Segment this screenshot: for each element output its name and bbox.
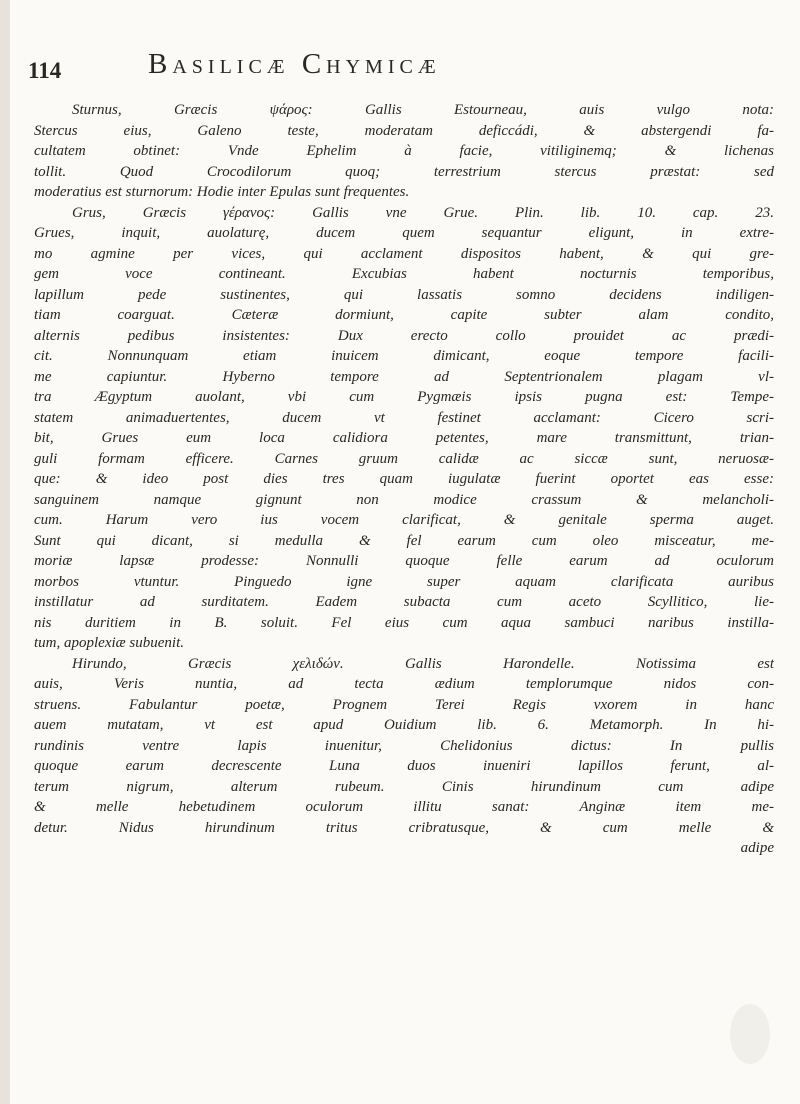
page-edge-shadow: [0, 0, 10, 1104]
text-line: Hirundo, Græcis χελιδών. Gallis Harondelle. Notissima est: [72, 655, 774, 672]
text-line: alternis pedibus insistentes: Dux erecto collo prouidet ac prædi-: [34, 327, 774, 344]
text-line: instillatur ad surditatem. Eadem subacta cum aceto Scyllitico, lie-: [34, 594, 774, 610]
text-line: cultatem obtinet: Vnde Ephelim à facie, vitiliginemq; & lichenas: [34, 143, 774, 159]
catchword: adipe: [740, 840, 774, 856]
text-line: & melle hebetudinem oculorum illitu sanat: Anginæ item me-: [34, 799, 774, 815]
text-line: morbos vtuntur. Pinguedo igne super aquam clarificata auribus: [34, 573, 774, 590]
text-line: Grus, Græcis γέρανος: Gallis vne Grue. Plin. lib. 10. cap. 23.: [72, 204, 774, 221]
body-text: [34, 100, 774, 859]
text-line: auis, Veris nuntia, ad tecta ædium templorumque nidos con-: [34, 676, 774, 692]
text-line: guli formam efficere. Carnes gruum calidæ ac siccæ sunt, neruosæ-: [34, 450, 774, 467]
text-line: detur. Nidus hirundinum tritus cribratusque, & cum melle &: [34, 819, 774, 836]
text-line: tiam coarguat. Cæteræ dormiunt, capite subter alam condito,: [34, 307, 774, 323]
text-line: Sturnus, Græcis ψάρος: Gallis Estourneau, auis vulgo nota:: [72, 102, 774, 118]
text-line: bit, Grues eum loca calidiora petentes, mare transmittunt, trian-: [34, 430, 774, 446]
text-line: nis duritiem in B. soluit. Fel eius cum aqua sambuci naribus instilla-: [34, 614, 774, 631]
text-line: lapillum pede sustinentes, qui lassatis somno decidens indiligen-: [34, 286, 774, 303]
text-line: tum, apoplexiæ subuenit.: [34, 635, 184, 651]
page-header: [28, 48, 768, 88]
text-line: que: & ideo post dies tres quam iugulatæ fuerint oportet eas esse:: [34, 471, 774, 487]
text-line: statem animaduertentes, ducem vt festinet acclamant: Cicero scri-: [34, 409, 774, 426]
text-line: cit. Nonnunquam etiam inuicem dimicant, eoque tempore facili-: [34, 348, 774, 364]
text-line: moriæ lapsæ prodesse: Nonnulli quoque felle earum ad oculorum: [34, 553, 774, 569]
page-number: 114: [28, 58, 62, 83]
text-line: terum nigrum, alterum rubeum. Cinis hirundinum cum adipe: [34, 778, 774, 795]
text-line: auem mutatam, vt est apud Ouidium lib. 6. Metamorph. In hi-: [34, 717, 774, 733]
running-head: Basilicæ Chymicæ: [148, 48, 441, 80]
text-line: struens. Fabulantur poetæ, Prognem Terei Regis vxorem in hanc: [34, 696, 774, 713]
text-line: mo agmine per vices, qui acclament dispositos habent, & qui gre-: [34, 245, 774, 262]
paper-smudge: [730, 1004, 770, 1064]
text-line: cum. Harum vero ius vocem clarificat, & genitale sperma auget.: [34, 512, 774, 528]
text-line: quoque earum decrescente Luna duos inueniri lapillos ferunt, al-: [34, 758, 774, 774]
text-line: Stercus eius, Galeno teste, moderatam deficcádi, & abstergendi fa-: [34, 122, 774, 139]
text-line: Grues, inquit, auolaturę, ducem quem sequantur eligunt, in extre-: [34, 225, 774, 241]
text-line: moderatius est sturnorum: Hodie inter Epulas sunt frequentes.: [34, 184, 410, 200]
text-line: sanguinem namque gignunt non modice crassum & melancholi-: [34, 491, 774, 508]
text-line: tra Ægyptum auolant, vbi cum Pygmæis ipsis pugna est: Tempe-: [34, 389, 774, 405]
text-line: rundinis ventre lapis inuenitur, Chelidonius dictus: In pullis: [34, 737, 774, 754]
text-line: tollit. Quod Crocodilorum quoq; terrestrium stercus præstat: sed: [34, 163, 774, 180]
text-line: gem voce contineant. Excubias habent nocturnis temporibus,: [34, 266, 774, 282]
text-line: me capiuntur. Hyberno tempore ad Septentrionalem plagam vl-: [34, 368, 774, 385]
text-line: Sunt qui dicant, si medulla & fel earum cum oleo misceatur, me-: [34, 532, 774, 549]
